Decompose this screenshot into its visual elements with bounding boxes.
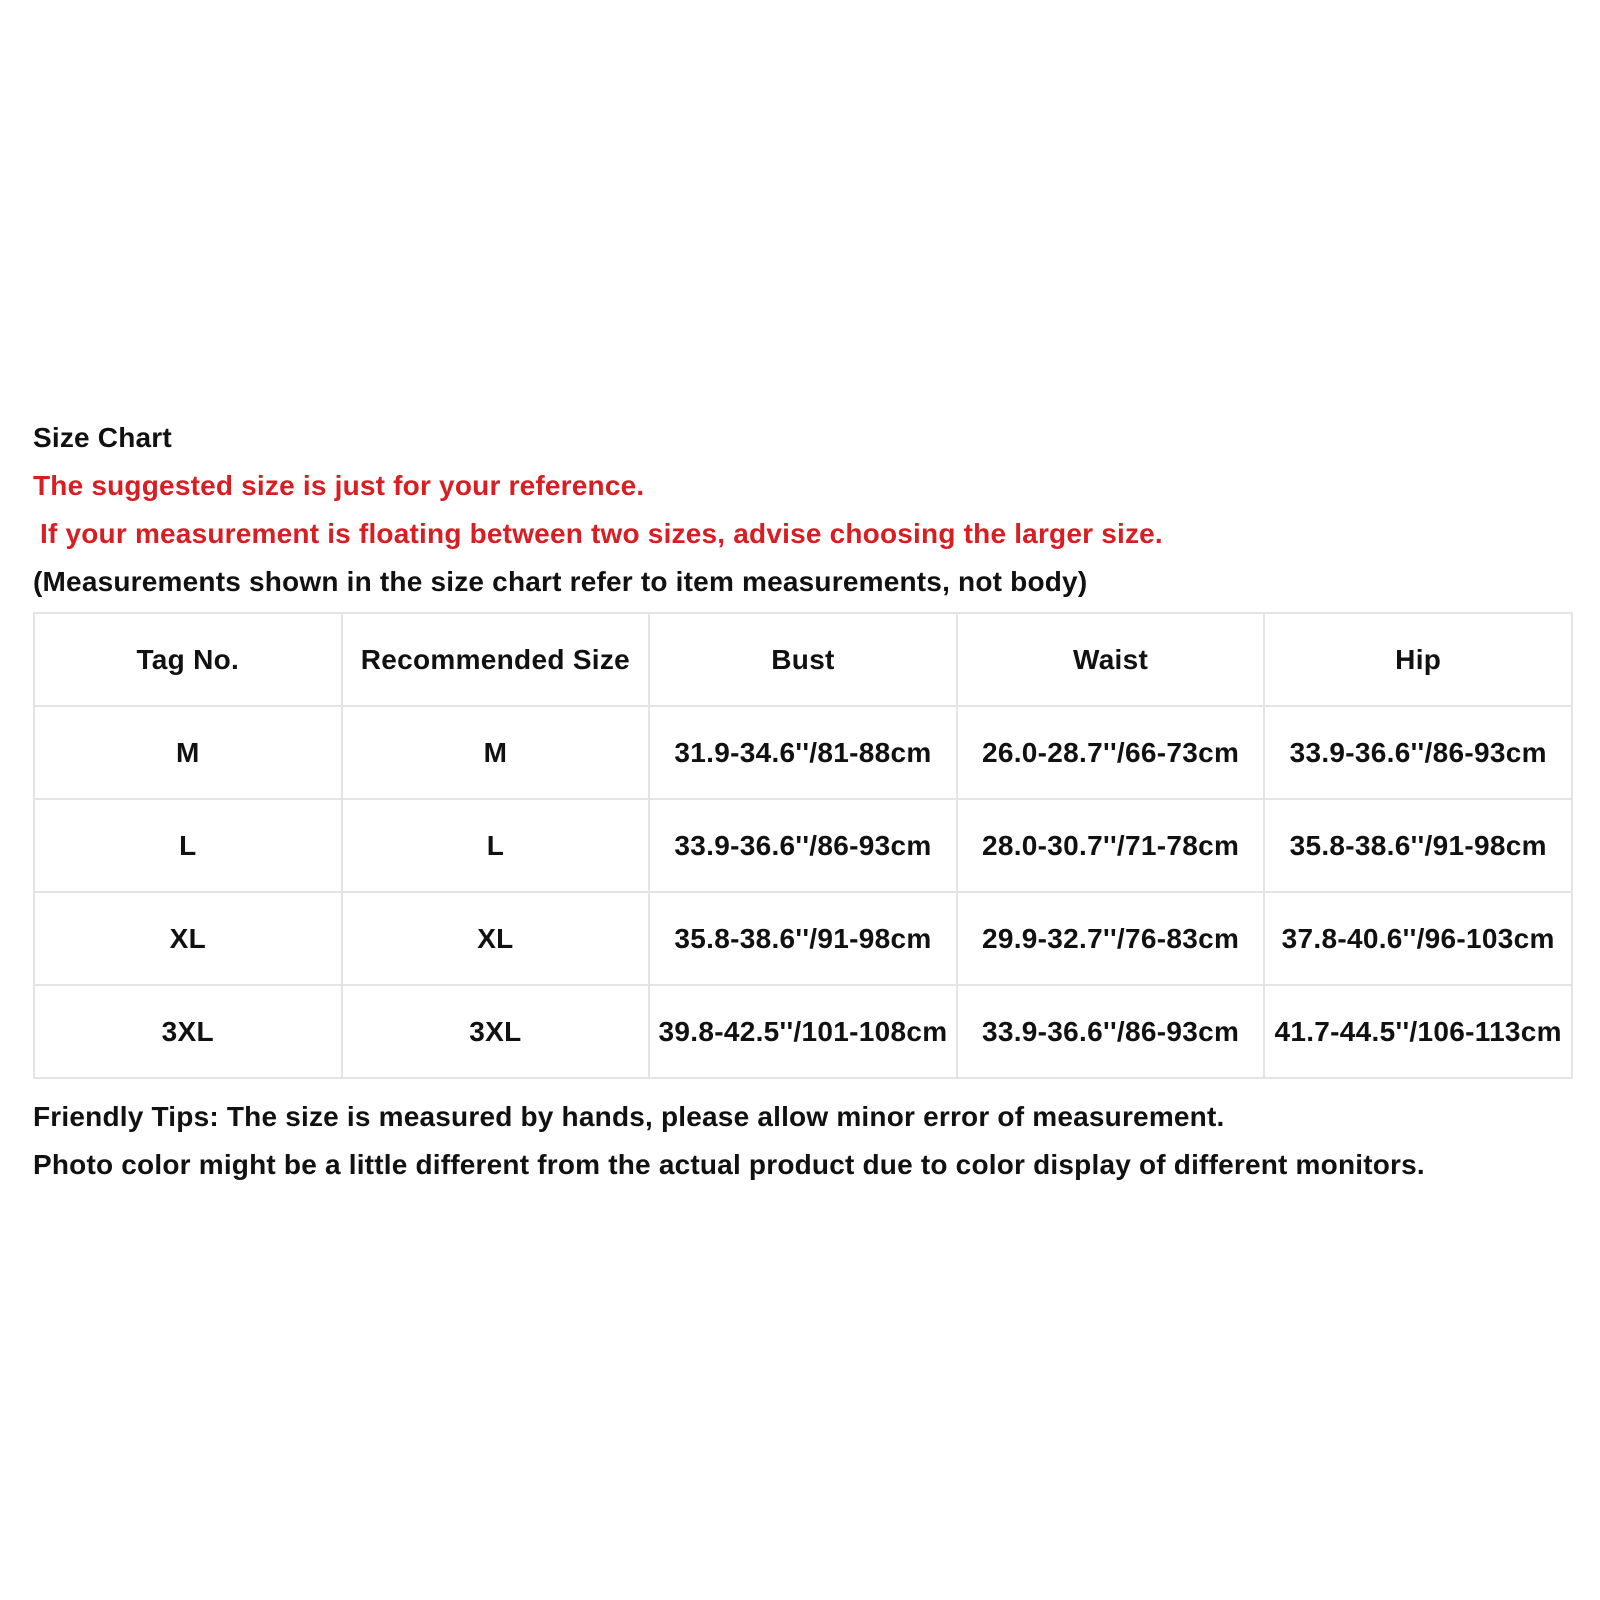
cell-recommended-size: XL (342, 892, 650, 985)
size-table (33, 612, 1573, 1079)
cell-tag-no: L (34, 799, 342, 892)
cell-waist: 33.9-36.6''/86-93cm (957, 985, 1265, 1078)
cell-tag-no: 3XL (34, 985, 342, 1078)
cell-tag-no: M (34, 706, 342, 799)
cell-waist: 26.0-28.7''/66-73cm (957, 706, 1265, 799)
cell-bust: 39.8-42.5''/101-108cm (649, 985, 957, 1078)
cell-hip: 37.8-40.6''/96-103cm (1264, 892, 1572, 985)
cell-tag-no: XL (34, 892, 342, 985)
friendly-tip: Friendly Tips: The size is measured by hands, please allow minor error of measurement. (33, 1101, 1225, 1132)
larger-size-advice: If your measurement is floating between two sizes, advise choosing the larger size. (40, 518, 1163, 549)
header-waist: Waist (957, 613, 1265, 706)
cell-recommended-size: M (342, 706, 650, 799)
cell-bust: 35.8-38.6''/91-98cm (649, 892, 957, 985)
measurement-note: (Measurements shown in the size chart refer to item measurements, not body) (33, 566, 1088, 597)
cell-hip: 35.8-38.6''/91-98cm (1264, 799, 1572, 892)
cell-recommended-size: 3XL (342, 985, 650, 1078)
header-tag-no: Tag No. (34, 613, 342, 706)
header-bust: Bust (649, 613, 957, 706)
page-title: Size Chart (33, 422, 172, 453)
cell-bust: 33.9-36.6''/86-93cm (649, 799, 957, 892)
size-chart-section (33, 414, 1573, 1189)
table-row (34, 892, 1572, 985)
color-disclaimer: Photo color might be a little different from the actual product due to color display of different monitors. (33, 1149, 1425, 1180)
cell-waist: 29.9-32.7''/76-83cm (957, 892, 1265, 985)
table-row (34, 706, 1572, 799)
header-recommended-size: Recommended Size (342, 613, 650, 706)
cell-recommended-size: L (342, 799, 650, 892)
table-row (34, 985, 1572, 1078)
table-header-row (34, 613, 1572, 706)
cell-waist: 28.0-30.7''/71-78cm (957, 799, 1265, 892)
table-row (34, 799, 1572, 892)
reference-note: The suggested size is just for your reference. (33, 470, 645, 501)
cell-hip: 33.9-36.6''/86-93cm (1264, 706, 1572, 799)
cell-hip: 41.7-44.5''/106-113cm (1264, 985, 1572, 1078)
tips-block (33, 1093, 1573, 1189)
cell-bust: 31.9-34.6''/81-88cm (649, 706, 957, 799)
header-hip: Hip (1264, 613, 1572, 706)
